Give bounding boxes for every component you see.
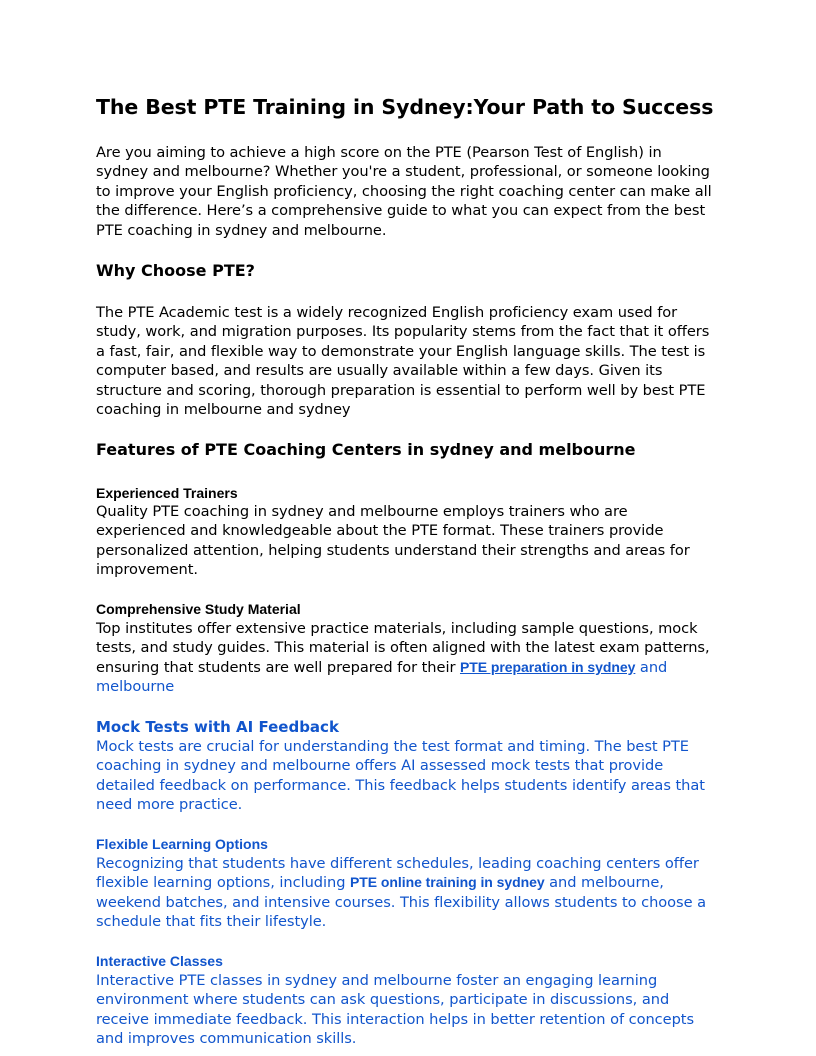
online-training-bold: PTE online training in sydney xyxy=(350,874,545,891)
why-heading: Why Choose PTE? xyxy=(96,261,255,280)
pte-preparation-link[interactable]: PTE preparation in sydney xyxy=(459,658,636,675)
features-heading: Features of PTE Coaching Centers in sydney and melbourne xyxy=(96,440,636,459)
trainers-paragraph: Quality PTE coaching in sydney and melbourne employs trainers who are experienced and knowledgeable about the PTE format. These trainers provide personalized attention, helping students understand their strengths and areas for improvement. xyxy=(96,503,690,579)
intro-paragraph: Are you aiming to achieve a high score on the PTE (Pearson Test of English) in sydney and melbourne? Whether you're a student, professional, or someone looking to improve your English proficiency, choosing the right coaching center can make all the difference. Here’s a comprehensive guide to what you can expect from the best PTE coaching in sydney and melbourne. xyxy=(96,144,712,239)
flexible-text-before: Recognizing that students have different schedules, leading coaching centers offer flexible learning options, including xyxy=(96,855,699,892)
flexible-text-after: and melbourne, weekend batches, and intensive courses. This flexibility allows students to choose a schedule that fits their lifestyle. xyxy=(96,874,707,931)
page-title: The Best PTE Training in Sydney:Your Path to Success xyxy=(96,95,714,119)
mock-heading: Mock Tests with AI Feedback xyxy=(96,718,339,736)
interactive-paragraph: Interactive PTE classes in sydney and melbourne foster an engaging learning environment where students can ask questions, participate in discussions, and receive immediate feedback. This interaction helps in better retention of concepts and improves communication skills. xyxy=(96,972,695,1048)
trainers-heading: Experienced Trainers xyxy=(96,485,238,501)
flexible-heading: Flexible Learning Options xyxy=(96,836,268,852)
material-text-before: Top institutes offer extensive practice materials, including sample questions, mock tests, and study guides. This material is often aligned with the latest exam patterns, ensuring that students are well prepared for their xyxy=(96,620,710,676)
material-heading: Comprehensive Study Material xyxy=(96,601,301,617)
interactive-heading: Interactive Classes xyxy=(96,953,223,969)
why-paragraph: The PTE Academic test is a widely recognized English proficiency exam used for study, work, and migration purposes. Its popularity stems from the fact that it offers a fast, fair, and flexible way to demonstrate your English language skills. The test is computer based, and results are usually available within a few days. Given its structure and scoring, thorough preparation is essential to perform well by best PTE coaching in melbourne and sydney xyxy=(96,304,710,419)
flexible-paragraph xyxy=(96,854,716,932)
mock-paragraph: Mock tests are crucial for understanding the test format and timing. The best PTE coaching in sydney and melbourne offers AI assessed mock tests that provide detailed feedback on performance. This feedback helps students identify areas that need more practice. xyxy=(96,738,705,814)
material-text-after: and melbourne xyxy=(96,658,668,696)
material-paragraph xyxy=(96,619,716,697)
